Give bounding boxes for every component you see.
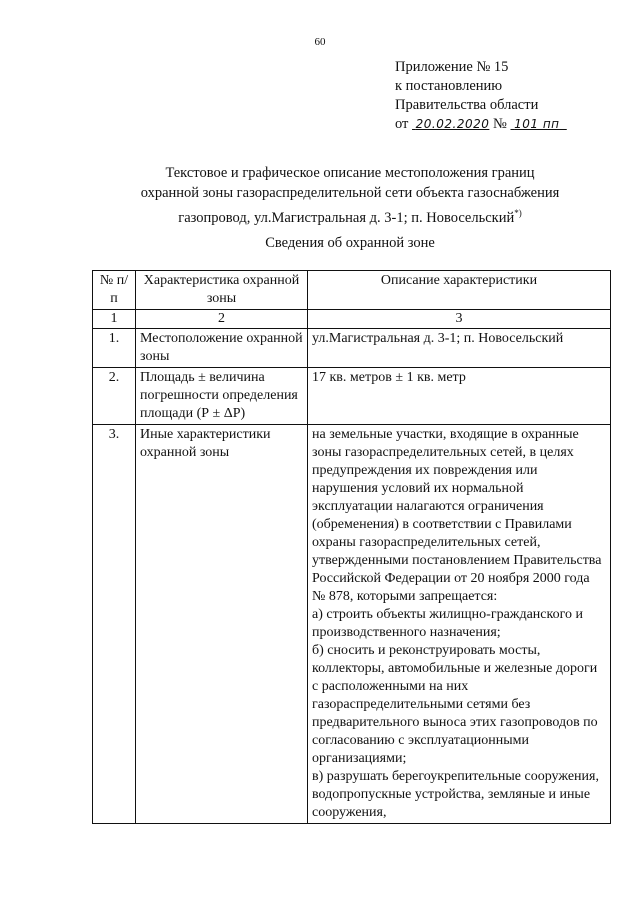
- restriction-item-c: в) разрушать берегоукрепительные сооружения, водопропускные устройства, земляные и иные сооружения,: [312, 769, 599, 820]
- header-number: № п/п: [93, 271, 136, 310]
- row-number: 1.: [93, 329, 136, 368]
- restriction-item-a: а) строить объекты жилищно-гражданского и производственного назначения;: [312, 607, 583, 640]
- appendix-line-1: Приложение № 15: [395, 59, 509, 75]
- row-characteristic: Иные характеристики охранной зоны: [136, 425, 308, 824]
- from-label: от: [395, 116, 409, 132]
- restriction-item-b: б) сносить и реконструировать мосты, коллекторы, автомобильные и железные дороги с расположенными на них газораспределительными сетями без предварительного выноса этих газопроводов по согласованию с эксплуатационными организациями;: [312, 643, 598, 766]
- appendix-date-line: [395, 115, 567, 134]
- appendix-header: [395, 58, 567, 134]
- row-description: 17 кв. метров ± 1 кв. метр: [308, 368, 611, 425]
- date-underline: [412, 116, 489, 132]
- handwritten-number: 101 пп: [514, 117, 560, 131]
- column-number-3: 3: [308, 310, 611, 329]
- row-description: ул.Магистральная д. 3-1; п. Новосельский: [308, 329, 611, 368]
- footnote-mark: *): [514, 208, 522, 218]
- number-underline: [510, 116, 566, 132]
- protection-zone-table: [92, 270, 611, 824]
- handwritten-date: 20.02.2020: [415, 117, 490, 131]
- row-description: на земельные участки, входящие в охранные зоны газораспределительных сетей, в целях предупреждения их повреждения или нарушения условий их нормальной эксплуатации налагаются ограничения (обременения) в соответствии с Правилами охраны газораспределительных сетей, утвержденными постановлением Правительства Российской Федерации от 20 ноября 2000 года № 878, которыми запрещается:: [312, 427, 602, 604]
- column-number-2: 2: [136, 310, 308, 329]
- table-row: [93, 425, 611, 824]
- column-number-1: 1: [93, 310, 136, 329]
- column-number-row: [93, 310, 611, 329]
- number-label: №: [493, 116, 507, 132]
- table-header-row: [93, 271, 611, 310]
- row-description-block: [308, 425, 611, 824]
- table-row: [93, 368, 611, 425]
- document-title: [0, 163, 640, 228]
- title-line-3-wrap: [0, 203, 640, 228]
- section-subtitle: Сведения об охранной зоне: [265, 235, 435, 251]
- appendix-line-3: Правительства области: [395, 97, 539, 113]
- title-line-2: охранной зоны газораспределительной сети объекта газоснабжения: [140, 185, 560, 201]
- row-number: 2.: [93, 368, 136, 425]
- row-characteristic: Площадь ± величина погрешности определения площади (Р ± ΔР): [136, 368, 308, 425]
- title-line-1: Текстовое и графическое описание местоположения границ: [165, 165, 535, 181]
- appendix-line-2: к постановлению: [395, 78, 503, 94]
- row-number: 3.: [93, 425, 136, 824]
- header-description: Описание характеристики: [308, 271, 611, 310]
- row-characteristic: Местоположение охранной зоны: [136, 329, 308, 368]
- page-number: 60: [314, 36, 326, 48]
- table-row: [93, 329, 611, 368]
- header-characteristic: Характеристика охранной зоны: [136, 271, 308, 310]
- title-line-3: газопровод, ул.Магистральная д. 3-1; п. Новосельский: [178, 209, 515, 226]
